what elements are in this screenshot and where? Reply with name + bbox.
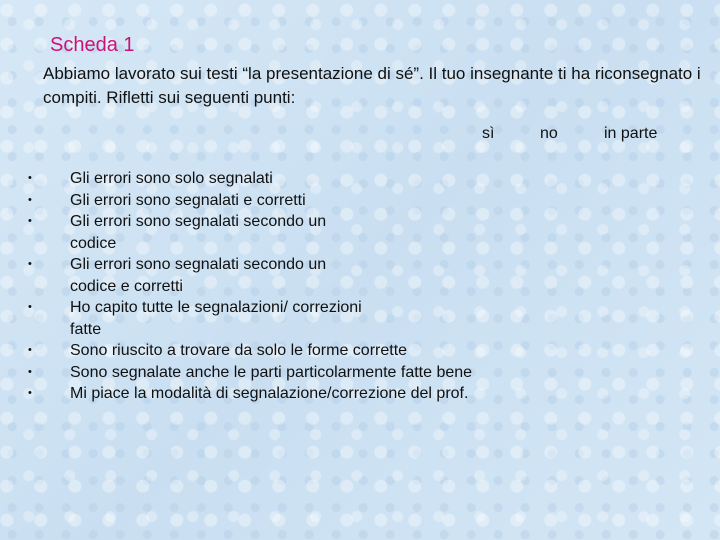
bullet-icon: • — [28, 258, 32, 270]
column-header-in-parte: in parte — [604, 125, 658, 142]
list-item-text: Gli errori sono segnalati e corretti — [70, 191, 306, 209]
bullet-icon: • — [28, 215, 32, 227]
list-item — [28, 190, 468, 212]
list-item — [28, 297, 370, 340]
bullet-icon: • — [28, 172, 32, 184]
bullet-icon: • — [28, 387, 32, 399]
bullet-icon: • — [28, 344, 32, 356]
column-header-no: no — [540, 125, 558, 142]
list-item — [28, 383, 510, 405]
bullet-icon: • — [28, 365, 32, 378]
list-item — [28, 254, 370, 297]
list-item-text: Ho capito tutte le segnalazioni/ correzioni fatte — [70, 299, 362, 338]
slide-title: Scheda 1 — [50, 34, 135, 56]
list-item — [28, 168, 468, 190]
list-item-text: Gli errori sono segnalati secondo un codice — [70, 213, 327, 252]
column-header-si: sì — [482, 125, 495, 142]
list-item — [28, 362, 490, 384]
list-item-text: Sono riuscito a trovare da solo le forme corrette — [70, 342, 408, 359]
list-item-text: Sono segnalate anche le parti particolarmente fatte bene — [70, 363, 473, 381]
question-list — [28, 168, 473, 405]
bullet-icon: • — [28, 193, 32, 206]
list-item-text: Gli errori sono segnalati secondo un codice e corretti — [70, 256, 327, 295]
bullet-icon: • — [28, 301, 32, 313]
list-item — [28, 211, 370, 254]
list-item — [28, 340, 430, 362]
intro-text: Abbiamo lavorato sui testi “la presentazione di sé”. Il tuo insegnante ti ha riconsegnato i compiti. Rifletti sui seguenti punti: — [43, 64, 701, 107]
list-item-text: Mi piace la modalità di segnalazione/correzione del prof. — [70, 385, 469, 402]
list-item-text: Gli errori sono solo segnalati — [70, 170, 273, 187]
